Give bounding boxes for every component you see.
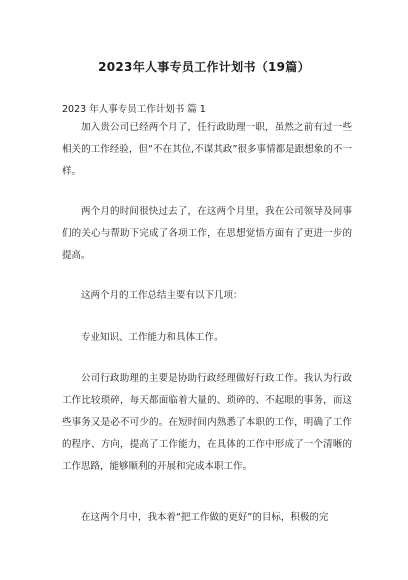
paragraph: 公司行政助理的主要是协助行政经理做好行政工作。我认为行政工作比较琐碎，每天都面临着大量的、琐碎的、不起眼的事务，而这些事务又是必不可少的。在短时间内熟悉了本职的工作，明确了工作的程序、方向，提高了工作能力，在具体的工作中形成了一个清晰的工作思路，能够顺利的开展和完成本职工作。 bbox=[62, 373, 352, 472]
paragraph: 两个月的时间很快过去了，在这两个月里，我在公司领导及同事们的关心与帮助下完成了各项工作，在思想觉悟方面有了更进一步的提高。 bbox=[62, 206, 352, 261]
paragraph: 在这两个月中，我本着“把工作做的更好”的目标，积极的完 bbox=[81, 512, 329, 523]
paragraph: 这两个月的工作总结主要有以下几项： bbox=[81, 290, 243, 301]
paragraph: 专业知识、工作能力和具体工作。 bbox=[81, 332, 224, 343]
document-title: 2023年人事专员工作计划书（19篇） bbox=[98, 60, 310, 74]
paragraph: 加入贵公司已经两个月了，任行政助理一职，虽然之前有过一些相关的工作经验，但“不在其位,不谋其政”很多事情都是跟想象的不一样。 bbox=[62, 122, 352, 177]
section-heading: 2023 年人事专员工作计划书 篇 1 bbox=[62, 104, 206, 115]
